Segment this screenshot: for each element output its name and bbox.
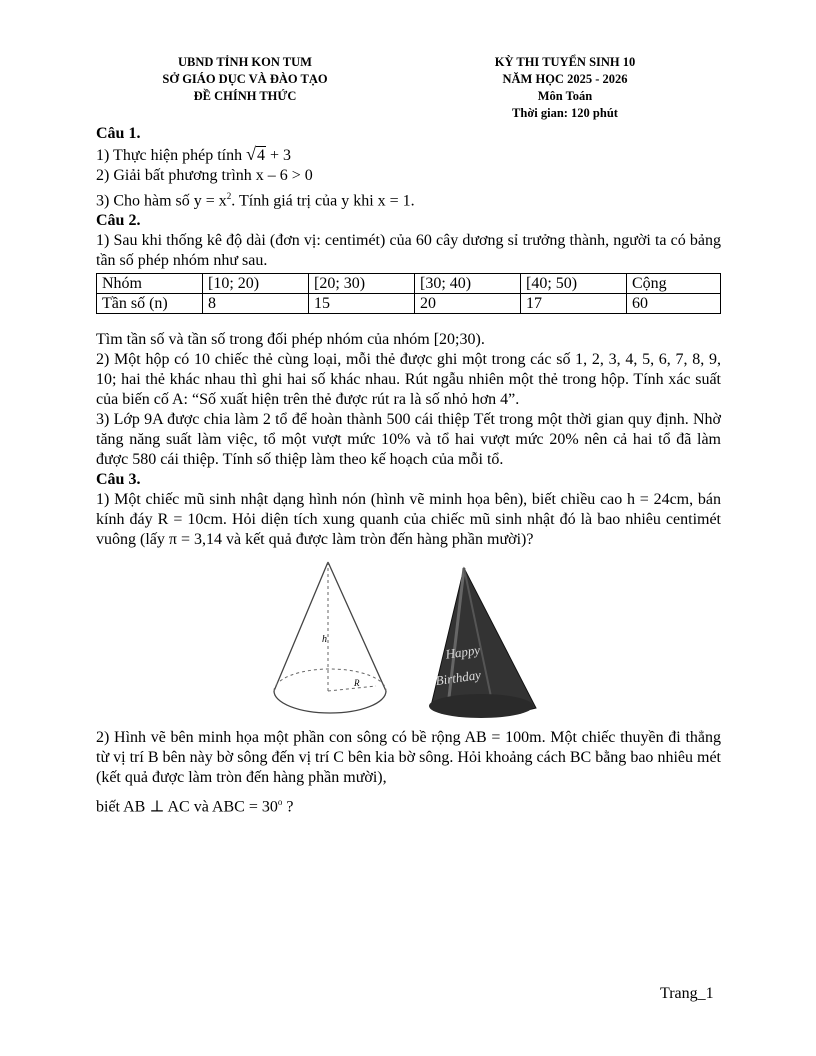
header-left-line-1: UBND TỈNH KON TUM xyxy=(178,55,312,69)
table-cell: 60 xyxy=(627,294,721,314)
frequency-table xyxy=(96,273,721,314)
question-3-title: Câu 3. xyxy=(96,471,141,489)
cone-diagram xyxy=(271,558,431,724)
degree-symbol: o xyxy=(277,797,283,808)
header-left xyxy=(120,54,370,105)
q3-p2-condition-suffix: ? xyxy=(282,798,294,816)
q1-p3-exponent: 2 xyxy=(226,191,232,201)
q1-p3-prefix: 3) Cho hàm số y = x xyxy=(96,192,227,210)
table-row xyxy=(97,274,721,294)
birthday-hat-photo xyxy=(429,568,536,718)
header-right xyxy=(445,54,685,122)
page-number: Trang_1 xyxy=(660,985,714,1002)
table-cell: 17 xyxy=(521,294,627,314)
q1-p1-prefix: 1) Thực hiện phép tính xyxy=(96,147,247,164)
q1-p1-suffix: + 3 xyxy=(266,147,292,164)
header-right-line-4: Thời gian: 120 phút xyxy=(512,106,618,120)
table-cell: 20 xyxy=(415,294,521,314)
table-header-cell: Cộng xyxy=(627,274,721,294)
q1-p3-suffix: . Tính giá trị của y khi x = 1. xyxy=(231,192,415,210)
question-1-title: Câu 1. xyxy=(96,125,141,142)
question-3-part-2: 2) Hình vẽ bên minh họa một phần con sông có bề rộng AB = 100m. Một chiếc thuyền đi thẳng từ vị trí B bên này bờ sông đến vị trí C bên kia bờ sông. Hỏi khoảng cách BC bằng bao nhiêu mét (kết quả được làm tròn đến hàng phần mười), xyxy=(96,729,721,787)
hat-text-birthday: Birthday xyxy=(434,667,482,689)
question-2-part-1b: Tìm tần số và tần số trong đối phép nhóm của nhóm [20;30). xyxy=(96,331,485,349)
table-cell: 8 xyxy=(203,294,309,314)
sqrt-expression: √4 xyxy=(246,144,266,164)
cone-height-label: h xyxy=(322,634,327,646)
table-header-cell: [20; 30) xyxy=(309,274,415,294)
table-header-cell: Nhóm xyxy=(97,274,203,294)
header-right-line-1: KỲ THI TUYỂN SINH 10 xyxy=(494,55,636,69)
sqrt-radicand: 4 xyxy=(257,147,266,164)
header-right-line-3: Môn Toán xyxy=(537,89,593,103)
table-header-cell: [40; 50) xyxy=(521,274,627,294)
cone-figures xyxy=(96,556,721,726)
hat-text-happy: Happy xyxy=(444,642,481,663)
question-1-part-3 xyxy=(96,186,721,211)
table-row xyxy=(97,294,721,314)
exam-content xyxy=(96,124,721,818)
header-left-line-3: ĐỀ CHÍNH THỨC xyxy=(193,89,297,103)
table-header-cell: [30; 40) xyxy=(415,274,521,294)
header-left-line-2: SỞ GIÁO DỤC VÀ ĐÀO TẠO xyxy=(162,72,328,86)
table-cell: 15 xyxy=(309,294,415,314)
cone-illustration xyxy=(96,556,721,726)
question-2-part-2: 2) Một hộp có 10 chiếc thẻ cùng loại, mỗi thẻ được ghi một trong các số 1, 2, 3, 4, 5, 6, 7, 8, 9, 10; hai thẻ khác nhau thì ghi hai số khác nhau. Rút ngẫu nhiên một thẻ trong hộp. Tính xác suất của biến cố A: “Số xuất hiện trên thẻ được rút ra là số nhỏ hơn 4”. xyxy=(96,351,721,409)
table-cell: Tần số (n) xyxy=(97,294,203,314)
question-1-part-2: 2) Giải bất phương trình x – 6 > 0 xyxy=(96,167,313,184)
question-1-part-1 xyxy=(96,144,721,166)
q3-p2-condition-prefix: biết AB ⊥ AC và ABC = 30 xyxy=(96,798,278,816)
cone-radius-label: R xyxy=(354,678,360,689)
table-header-cell: [10; 20) xyxy=(203,274,309,294)
question-3-part-1: 1) Một chiếc mũ sinh nhật dạng hình nón (hình vẽ minh họa bên), biết chiều cao h = 24cm, bán kính đáy R = 10cm. Hỏi diện tích xung quanh của chiếc mũ sinh nhật đó là bao nhiêu centimét vuông (lấy π = 3,14 và kết quả được làm tròn đến hàng phần mười)? xyxy=(96,491,721,549)
question-2-title: Câu 2. xyxy=(96,212,141,230)
question-3-part-2-condition xyxy=(96,792,721,817)
header-right-line-2: NĂM HỌC 2025 - 2026 xyxy=(502,72,628,86)
question-2-part-3: 3) Lớp 9A được chia làm 2 tổ để hoàn thành 500 cái thiệp Tết trong một thời gian quy định. Nhờ tăng năng suất làm việc, tổ một vượt mức 10% và tổ hai vượt mức 20% nên cả hai tổ đã làm được 580 cái thiệp. Tính số thiệp làm theo kế hoạch của mỗi tổ. xyxy=(96,411,721,469)
question-2-part-1: 1) Sau khi thống kê độ dài (đơn vị: centimét) của 60 cây dương sỉ trưởng thành, người ta có bảng tần số phép nhóm như sau. xyxy=(96,232,721,270)
